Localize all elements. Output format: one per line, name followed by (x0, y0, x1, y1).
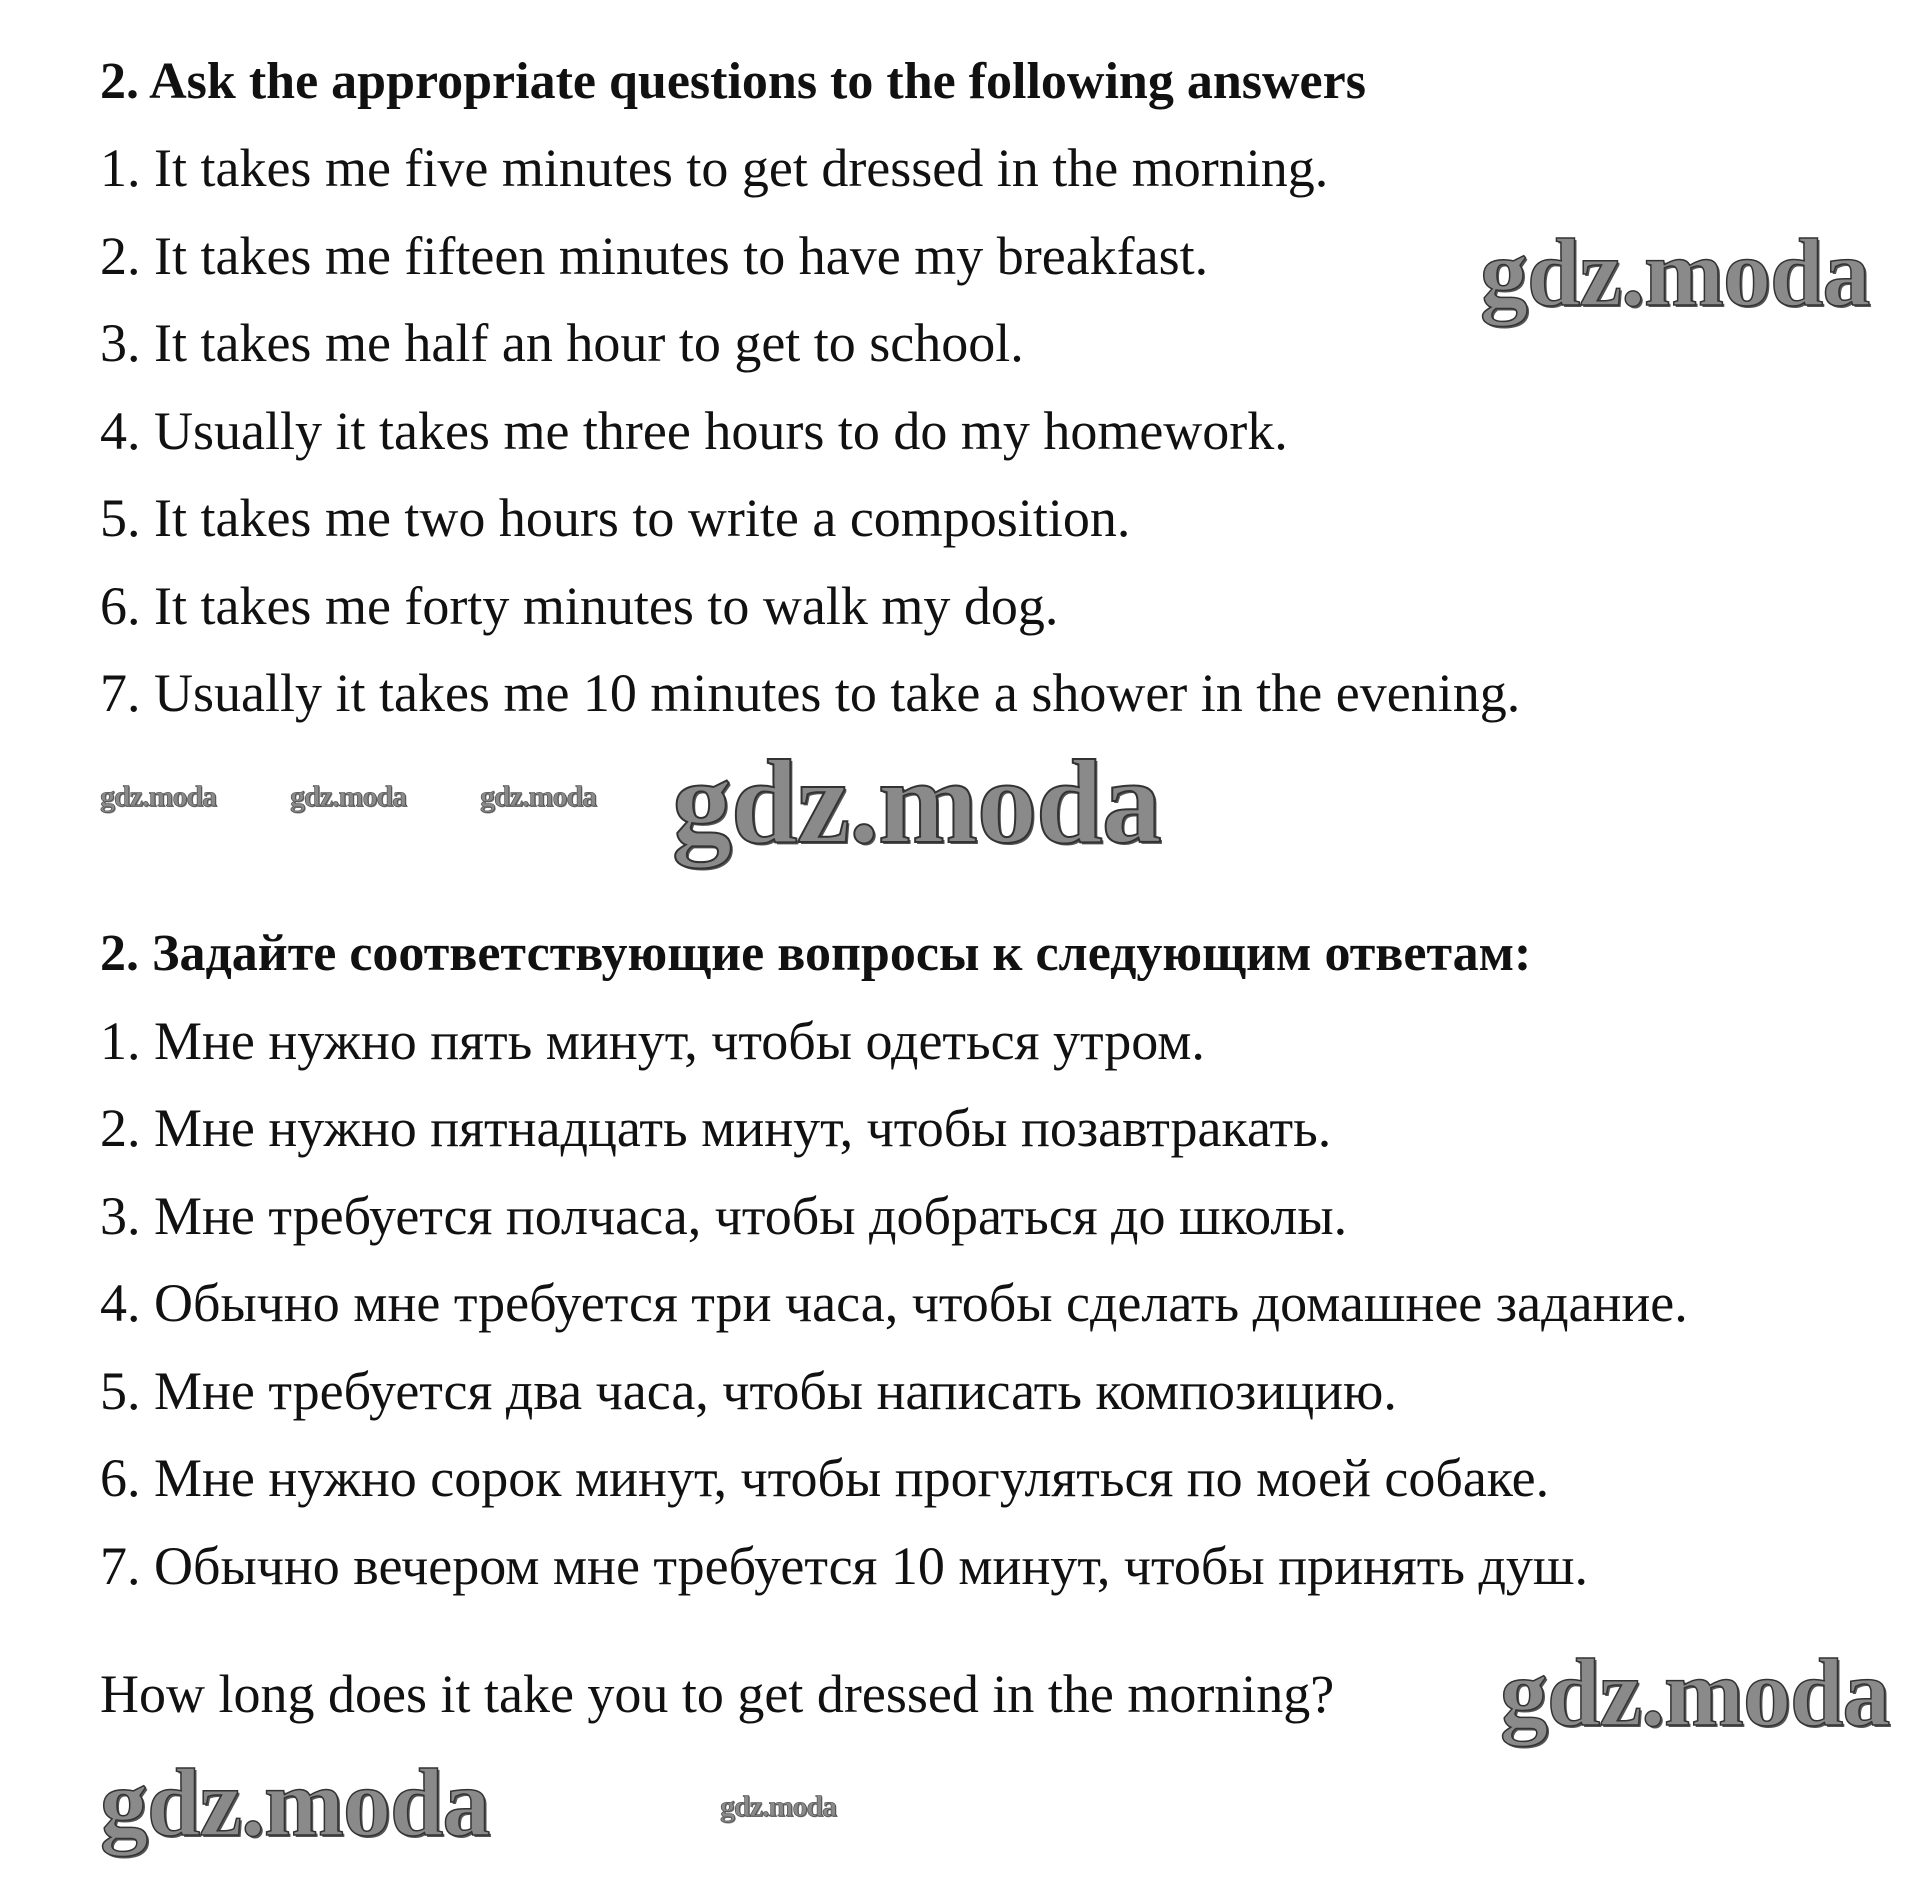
russian-item: 2. Мне нужно пятнадцать минут, чтобы позавтракать. (100, 1098, 1332, 1158)
english-item: 6. It takes me forty minutes to walk my dog. (100, 576, 1059, 636)
watermark: gdz.moda (1500, 1639, 1890, 1746)
english-title: 2. Ask the appropriate questions to the following answers (100, 53, 1366, 110)
watermark: gdz.moda (290, 780, 407, 813)
russian-item: 3. Мне требуется полчаса, чтобы добраться до школы. (100, 1186, 1348, 1246)
russian-title: 2. Задайте соответствующие вопросы к следующим ответам: (100, 925, 1532, 982)
watermark: gdz.moda (720, 1790, 837, 1823)
watermark: gdz.moda (100, 1749, 490, 1856)
watermark: gdz.moda (672, 735, 1161, 868)
russian-item: 1. Мне нужно пять минут, чтобы одеться утром. (100, 1011, 1205, 1071)
english-item: 7. Usually it takes me 10 minutes to take a shower in the evening. (100, 663, 1521, 723)
english-item: 1. It takes me five minutes to get dressed in the morning. (100, 138, 1329, 198)
russian-item: 5. Мне требуется два часа, чтобы написать композицию. (100, 1361, 1397, 1421)
watermark: gdz.moda (100, 780, 217, 813)
watermark: gdz.moda (480, 780, 597, 813)
english-item: 4. Usually it takes me three hours to do my homework. (100, 401, 1288, 461)
russian-item: 4. Обычно мне требуется три часа, чтобы сделать домашнее задание. (100, 1273, 1688, 1333)
english-item: 5. It takes me two hours to write a composition. (100, 488, 1131, 548)
russian-item: 6. Мне нужно сорок минут, чтобы прогуляться по моей собаке. (100, 1448, 1550, 1508)
watermark: gdz.moda (1480, 219, 1870, 326)
english-item: 2. It takes me fifteen minutes to have my breakfast. (100, 226, 1209, 286)
english-item: 3. It takes me half an hour to get to school. (100, 313, 1024, 373)
answer-text: How long does it take you to get dressed in the morning? (100, 1664, 1335, 1724)
russian-item: 7. Обычно вечером мне требуется 10 минут, чтобы принять душ. (100, 1536, 1589, 1596)
